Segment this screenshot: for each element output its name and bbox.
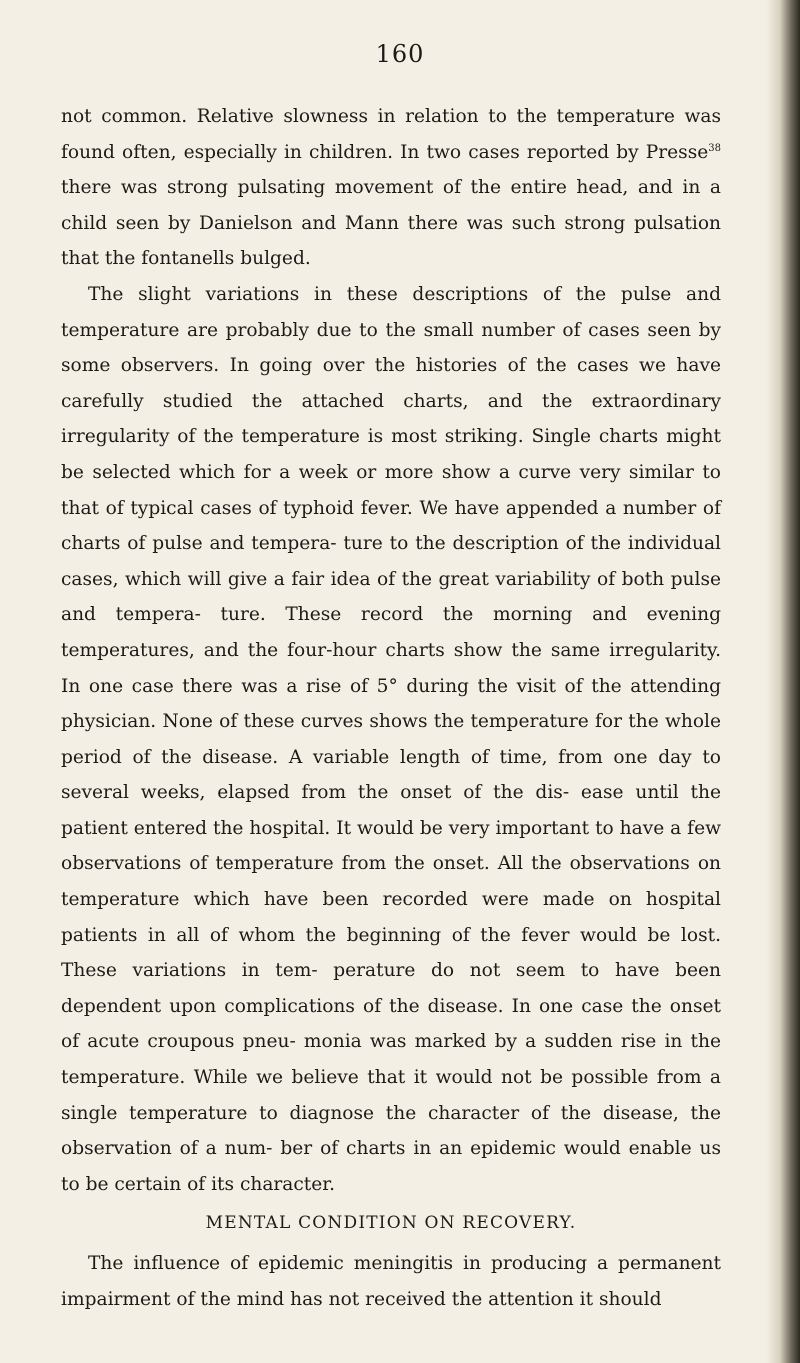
paragraph-1-before: not common. Relative slowness in relation to the temperature was found often, especially in children. In two cases reported by Presse: [61, 106, 721, 163]
paragraph-2: The slight variations in these descriptions of the pulse and temperature are probably due to the small number of cases seen by some observers. In going over the histories of the cases we have carefully studied the attached charts, and the extraordinary irregularity of the temperature is most striking. Single charts might be selected which for a week or more show a curve very similar to that of typical cases of typhoid fever. We have appended a number of charts of pulse and tempera- ture to the description of the individual cases, which will give a fair idea of the great variability of both pulse and tempera- ture. These record the morning and evening temperatures, and the four-hour charts show the same irregularity. In one case there was a rise of 5° during the visit of the attending physician. None of these curves shows the temperature for the whole period of the disease. A variable length of time, from one day to several weeks, elapsed from the onset of the dis- ease until the patient entered the hospital. It would be very important to have a few observations of temperature from the onset. All the observations on temperature which have been recorded were made on hospital patients in all of whom the beginning of the fever would be lost. These variations in tem- perature do not seem to have been dependent upon complications of the disease. In one case the onset of acute croupous pneu- monia was marked by a sudden rise in the temperature. While we believe that it would not be possible from a single temperature to diagnose the character of the disease, the observation of a num- ber of charts in an epidemic would enable us to be certain of its character.: [61, 283, 721, 1195]
body-text: [61, 99, 721, 1317]
page-number: 160: [375, 40, 425, 68]
page-edge-shadow: [766, 0, 800, 1363]
paragraph-1-after: there was strong pulsating movement of the entire head, and in a child seen by Danielson and Mann there was such strong pulsation that the fontanells bulged.: [61, 177, 721, 270]
paragraph-3: The influence of epidemic meningitis in producing a permanent impairment of the mind has not received the attention it should: [61, 1253, 721, 1310]
paragraph-1: [61, 99, 721, 277]
footnote-reference: 38: [708, 142, 721, 154]
section-heading: MENTAL CONDITION ON RECOVERY.: [205, 1213, 577, 1234]
